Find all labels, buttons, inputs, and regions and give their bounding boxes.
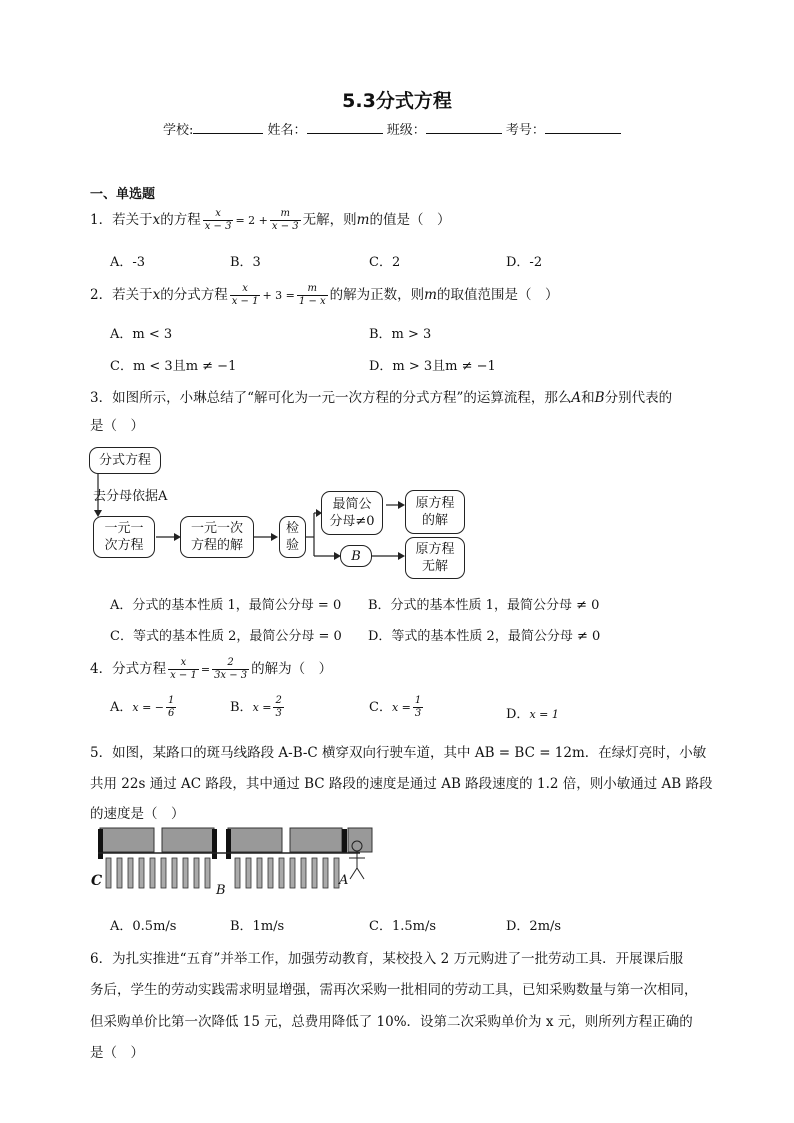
flow-node-denominator-nonzero: 最简公 分母≠0 — [321, 491, 383, 535]
q2-text: 的解为正数，则 — [329, 287, 425, 303]
option-c[interactable]: C．1.5m/s — [369, 919, 436, 934]
q3-var: B — [594, 390, 605, 406]
question-6-line1: 6．为扎实推进“五育”并举工作，加强劳动教育，某校投入 2 万元购进了一批劳动工具．开展课后服 — [90, 951, 684, 967]
page-title: 5.3分式方程 — [342, 90, 452, 112]
option-b[interactable]: B．x = $\frac{2}{3}$ — [230, 695, 282, 719]
option-c[interactable]: C．2 — [369, 255, 401, 270]
question-6-line3: 但采购单价比第一次降低 15 元，总费用降低了 10%．设第二次采购单价为 x 元，则所列方程正确的 — [90, 1014, 693, 1030]
point-a-label: A — [339, 873, 349, 888]
question-6-line4: 是（ ） — [90, 1045, 144, 1061]
question-6-line2: 务后，学生的劳动实践需求明显增强，需再次采购一批相同的劳动工具，已知采购数量与第一次相同， — [90, 982, 698, 998]
flow-node-start: 分式方程 — [89, 447, 161, 474]
option-c[interactable]: C．m < 3且m ≠ −1 — [110, 359, 237, 374]
question-3 — [90, 386, 672, 406]
option-c[interactable]: C．x = $\frac{1}{3}$ — [369, 695, 422, 719]
option-a[interactable]: A．分式的基本性质 1，最简公分母 = 0 — [110, 598, 342, 613]
q1-text: 的方程 — [160, 212, 201, 228]
question-5-line1: 5．如图，某路口的斑马线路段 A-B-C 横穿双向行驶车道，其中 AB = BC = 12m．在绿灯亮时，小敏 — [90, 745, 707, 761]
option-b[interactable]: B．m > 3 — [369, 327, 432, 342]
q4-fraction: $\frac{2}{3x - 3}$ — [214, 657, 248, 681]
option-a[interactable]: A．x = − $\frac{1}{6}$ — [110, 695, 175, 719]
crosswalk-figure — [90, 826, 380, 898]
flow-node-original-solution: 原方程 的解 — [405, 490, 465, 534]
q2-eq: + 3 = — [262, 289, 295, 302]
q1-text: 1．若关于 — [90, 212, 153, 228]
q1-text: 无解，则 — [302, 212, 357, 228]
q1-var: m — [356, 212, 370, 228]
question-5-line2: 共用 22s 通过 AC 路段，其中通过 BC 路段的速度是通过 AB 路段速度的 1.2 倍，则小敏通过 AB 路段 — [90, 776, 713, 792]
name-label: 姓名： — [267, 123, 307, 138]
option-b[interactable]: B．1m/s — [230, 919, 285, 934]
option-d[interactable]: D．2m/s — [506, 919, 562, 934]
option-d[interactable]: D．m > 3且m ≠ −1 — [369, 359, 496, 374]
q3-text: 分别代表的 — [604, 390, 673, 406]
option-a[interactable]: A．m < 3 — [110, 327, 173, 342]
q4-text: 4．分式方程 — [90, 661, 167, 677]
exam-no-label: 考号： — [505, 123, 545, 138]
q1-text: 的值是（ ） — [369, 212, 451, 228]
q2-fraction: $\frac{m}{1 - x}$ — [298, 283, 326, 307]
option-c[interactable]: C．等式的基本性质 2，最简公分母 = 0 — [110, 629, 342, 644]
flow-node-check: 检 验 — [279, 516, 306, 558]
q3-text: 和 — [581, 390, 595, 406]
question-5-line3: 的速度是（ ） — [90, 806, 185, 822]
q2-text: 的分式方程 — [160, 287, 228, 303]
question-1 — [90, 208, 450, 233]
q2-text: 的取值范围是（ ） — [436, 287, 559, 303]
option-a[interactable]: A．0.5m/s — [110, 919, 177, 934]
option-a[interactable]: A．-3 — [110, 255, 146, 270]
school-blank[interactable] — [193, 120, 263, 134]
question-2 — [90, 283, 558, 308]
q3-text-line2: 是（ ） — [90, 418, 144, 434]
q1-eq: = 2 + — [235, 214, 268, 227]
q2-var: x — [152, 287, 161, 303]
q1-fraction: $\frac{x}{x - 3}$ — [204, 208, 232, 232]
point-b-label: B — [216, 883, 226, 898]
q4-fraction: $\frac{x}{x - 1}$ — [170, 657, 197, 681]
q1-fraction: $\frac{m}{x - 3}$ — [271, 208, 299, 232]
q2-var: m — [424, 287, 437, 303]
option-d[interactable]: D．-2 — [506, 255, 543, 270]
flow-edge-label: 去分母依据A — [93, 489, 168, 504]
class-label: 班级： — [386, 123, 426, 138]
option-b[interactable]: B．分式的基本性质 1，最简公分母 ≠ 0 — [368, 598, 600, 613]
q4-text: 的解为（ ） — [251, 661, 333, 677]
option-d[interactable]: D．x = 1 — [506, 707, 559, 722]
school-label: 学校: — [163, 123, 194, 138]
q1-var: x — [152, 212, 161, 228]
q3-var: A — [571, 390, 582, 406]
flow-node-linear-solution: 一元一次 方程的解 — [180, 516, 254, 558]
section-heading: 一、单选题 — [90, 187, 156, 202]
q2-text: 2．若关于 — [90, 287, 153, 303]
q4-eq: = — [200, 663, 211, 676]
q3-text: 3．如图所示，小琳总结了“解可化为一元一次方程的分式方程”的运算流程，那么 — [90, 390, 572, 406]
student-info-line — [163, 119, 621, 138]
exam-no-blank[interactable] — [545, 120, 621, 134]
flow-node-b: B — [340, 545, 372, 567]
flow-node-linear-equation: 一元一 次方程 — [93, 516, 155, 558]
flow-node-no-solution: 原方程 无解 — [405, 537, 465, 579]
name-blank[interactable] — [307, 120, 383, 134]
class-blank[interactable] — [426, 120, 502, 134]
point-c-label: C — [91, 873, 103, 889]
option-b[interactable]: B．3 — [230, 255, 261, 270]
q2-fraction: $\frac{x}{x - 1}$ — [231, 283, 259, 307]
option-d[interactable]: D．等式的基本性质 2，最简公分母 ≠ 0 — [368, 629, 601, 644]
question-4 — [90, 657, 332, 682]
